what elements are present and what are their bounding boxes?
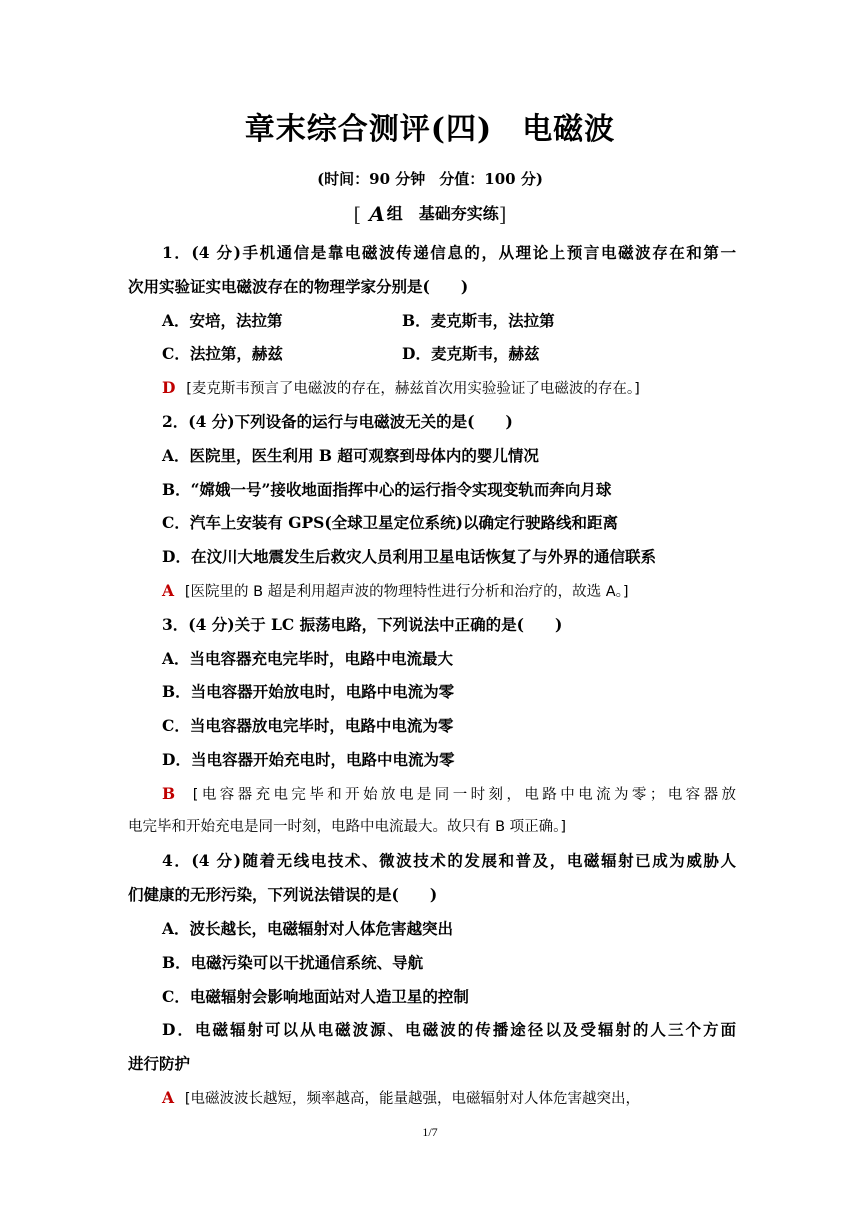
q3-option-c: C．当电容器放电完毕时，电路中电流为零 [162, 716, 454, 736]
q4-explanation: [电磁波波长越短，频率越高，能量越强，电磁辐射对人体危害越突出， [184, 1090, 640, 1107]
q3-stem: 3．(4 分)关于 LC 振荡电路，下列说法中正确的是( ) [162, 614, 563, 634]
q2-answer-line [128, 574, 736, 608]
group-bracket-left: [ [353, 202, 362, 226]
q1-option-a: A．安培，法拉第 [162, 310, 283, 330]
q1-option-c: C．法拉第，赫兹 [162, 344, 283, 364]
q3-explanation-line2: 电完毕和开始充电是同一时刻，电路中电流最大。故只有 B 项正确。] [128, 818, 567, 835]
title-sub: 电磁波 [522, 112, 616, 147]
q4-stem-line2: 们健康的无形污染，下列说法错误的是( ) [128, 885, 438, 905]
q1-option-b: B．麦克斯韦，法拉第 [402, 310, 555, 330]
q3-option-d: D．当电容器开始充电时，电路中电流为零 [162, 749, 455, 769]
exam-time: (时间：90 分钟 [317, 170, 426, 188]
group-heading [0, 201, 860, 226]
title-main: 章末综合测评(四) [244, 112, 493, 147]
q2-option-c: C．汽车上安装有 GPS(全球卫星定位系统)以确定行驶路线和距离 [162, 513, 618, 533]
q4-option-a: A．波长越长，电磁辐射对人体危害越突出 [162, 918, 454, 938]
q4-option-c: C．电磁辐射会影响地面站对人造卫星的控制 [162, 986, 469, 1006]
page-number: 1/7 [422, 1125, 438, 1139]
q2-explanation: [医院里的 B 超是利用超声波的物理特性进行分析和治疗的，故选 A。] [184, 583, 629, 600]
q4-option-b: B．电磁污染可以干扰通信系统、导航 [162, 952, 424, 972]
question-list [128, 236, 736, 1115]
q2-option-d: D．在汶川大地震发生后救灾人员利用卫星电话恢复了与外界的通信联系 [162, 547, 656, 567]
q3-option-b: B．当电容器开始放电时，电路中电流为零 [162, 682, 455, 702]
q3-option-a: A．当电容器充电完毕时，电路中电流最大 [162, 648, 454, 668]
q1-options-cd [128, 337, 736, 371]
exam-info [0, 168, 860, 189]
q2-option-b: B．“嫦娥一号”接收地面指挥中心的运行指令实现变轨而奔向月球 [162, 479, 612, 499]
q3-answer-line [128, 777, 736, 811]
q1-stem-line1: 1．(4 分)手机通信是靠电磁波传递信息的，从理论上预言电磁波存在和第一 [162, 243, 736, 262]
q1-option-d: D．麦克斯韦，赫兹 [402, 344, 540, 364]
group-badge: A [369, 202, 385, 226]
q1-options-ab [128, 304, 736, 338]
q2-option-a: A．医院里，医生利用 B 超可观察到母体内的婴儿情况 [162, 445, 539, 465]
q3-answer: B [162, 783, 176, 803]
q4-answer-line [128, 1081, 736, 1115]
q4-option-d-line2: 进行防护 [128, 1054, 191, 1074]
exam-score: 分值：100 分) [439, 170, 543, 188]
q1-answer-line [128, 371, 736, 405]
q4-answer: A [162, 1087, 175, 1107]
q1-answer: D [162, 378, 176, 398]
q1-explanation: [麦克斯韦预言了电磁波的存在，赫兹首次用实验验证了电磁波的存在。] [186, 381, 640, 398]
q4-option-d-line1: D．电磁辐射可以从电磁波源、电磁波的传播途径以及受辐射的人三个方面 [162, 1020, 736, 1040]
q2-stem: 2．(4 分)下列设备的运行与电磁波无关的是( ) [162, 411, 513, 431]
page-title [0, 104, 860, 148]
q1-stem-line2: 次用实验证实电磁波存在的物理学家分别是( ) [128, 276, 469, 296]
q3-explanation-line1: [电容器充电完毕和开始放电是同一时刻，电路中电流为零；电容器放 [192, 786, 737, 803]
group-label: 组 基础夯实练 [386, 204, 499, 223]
q2-answer: A [162, 580, 175, 600]
group-bracket-right: ] [498, 202, 507, 226]
q4-stem-line1: 4．(4 分)随着无线电技术、微波技术的发展和普及，电磁辐射已成为威胁人 [162, 851, 736, 871]
